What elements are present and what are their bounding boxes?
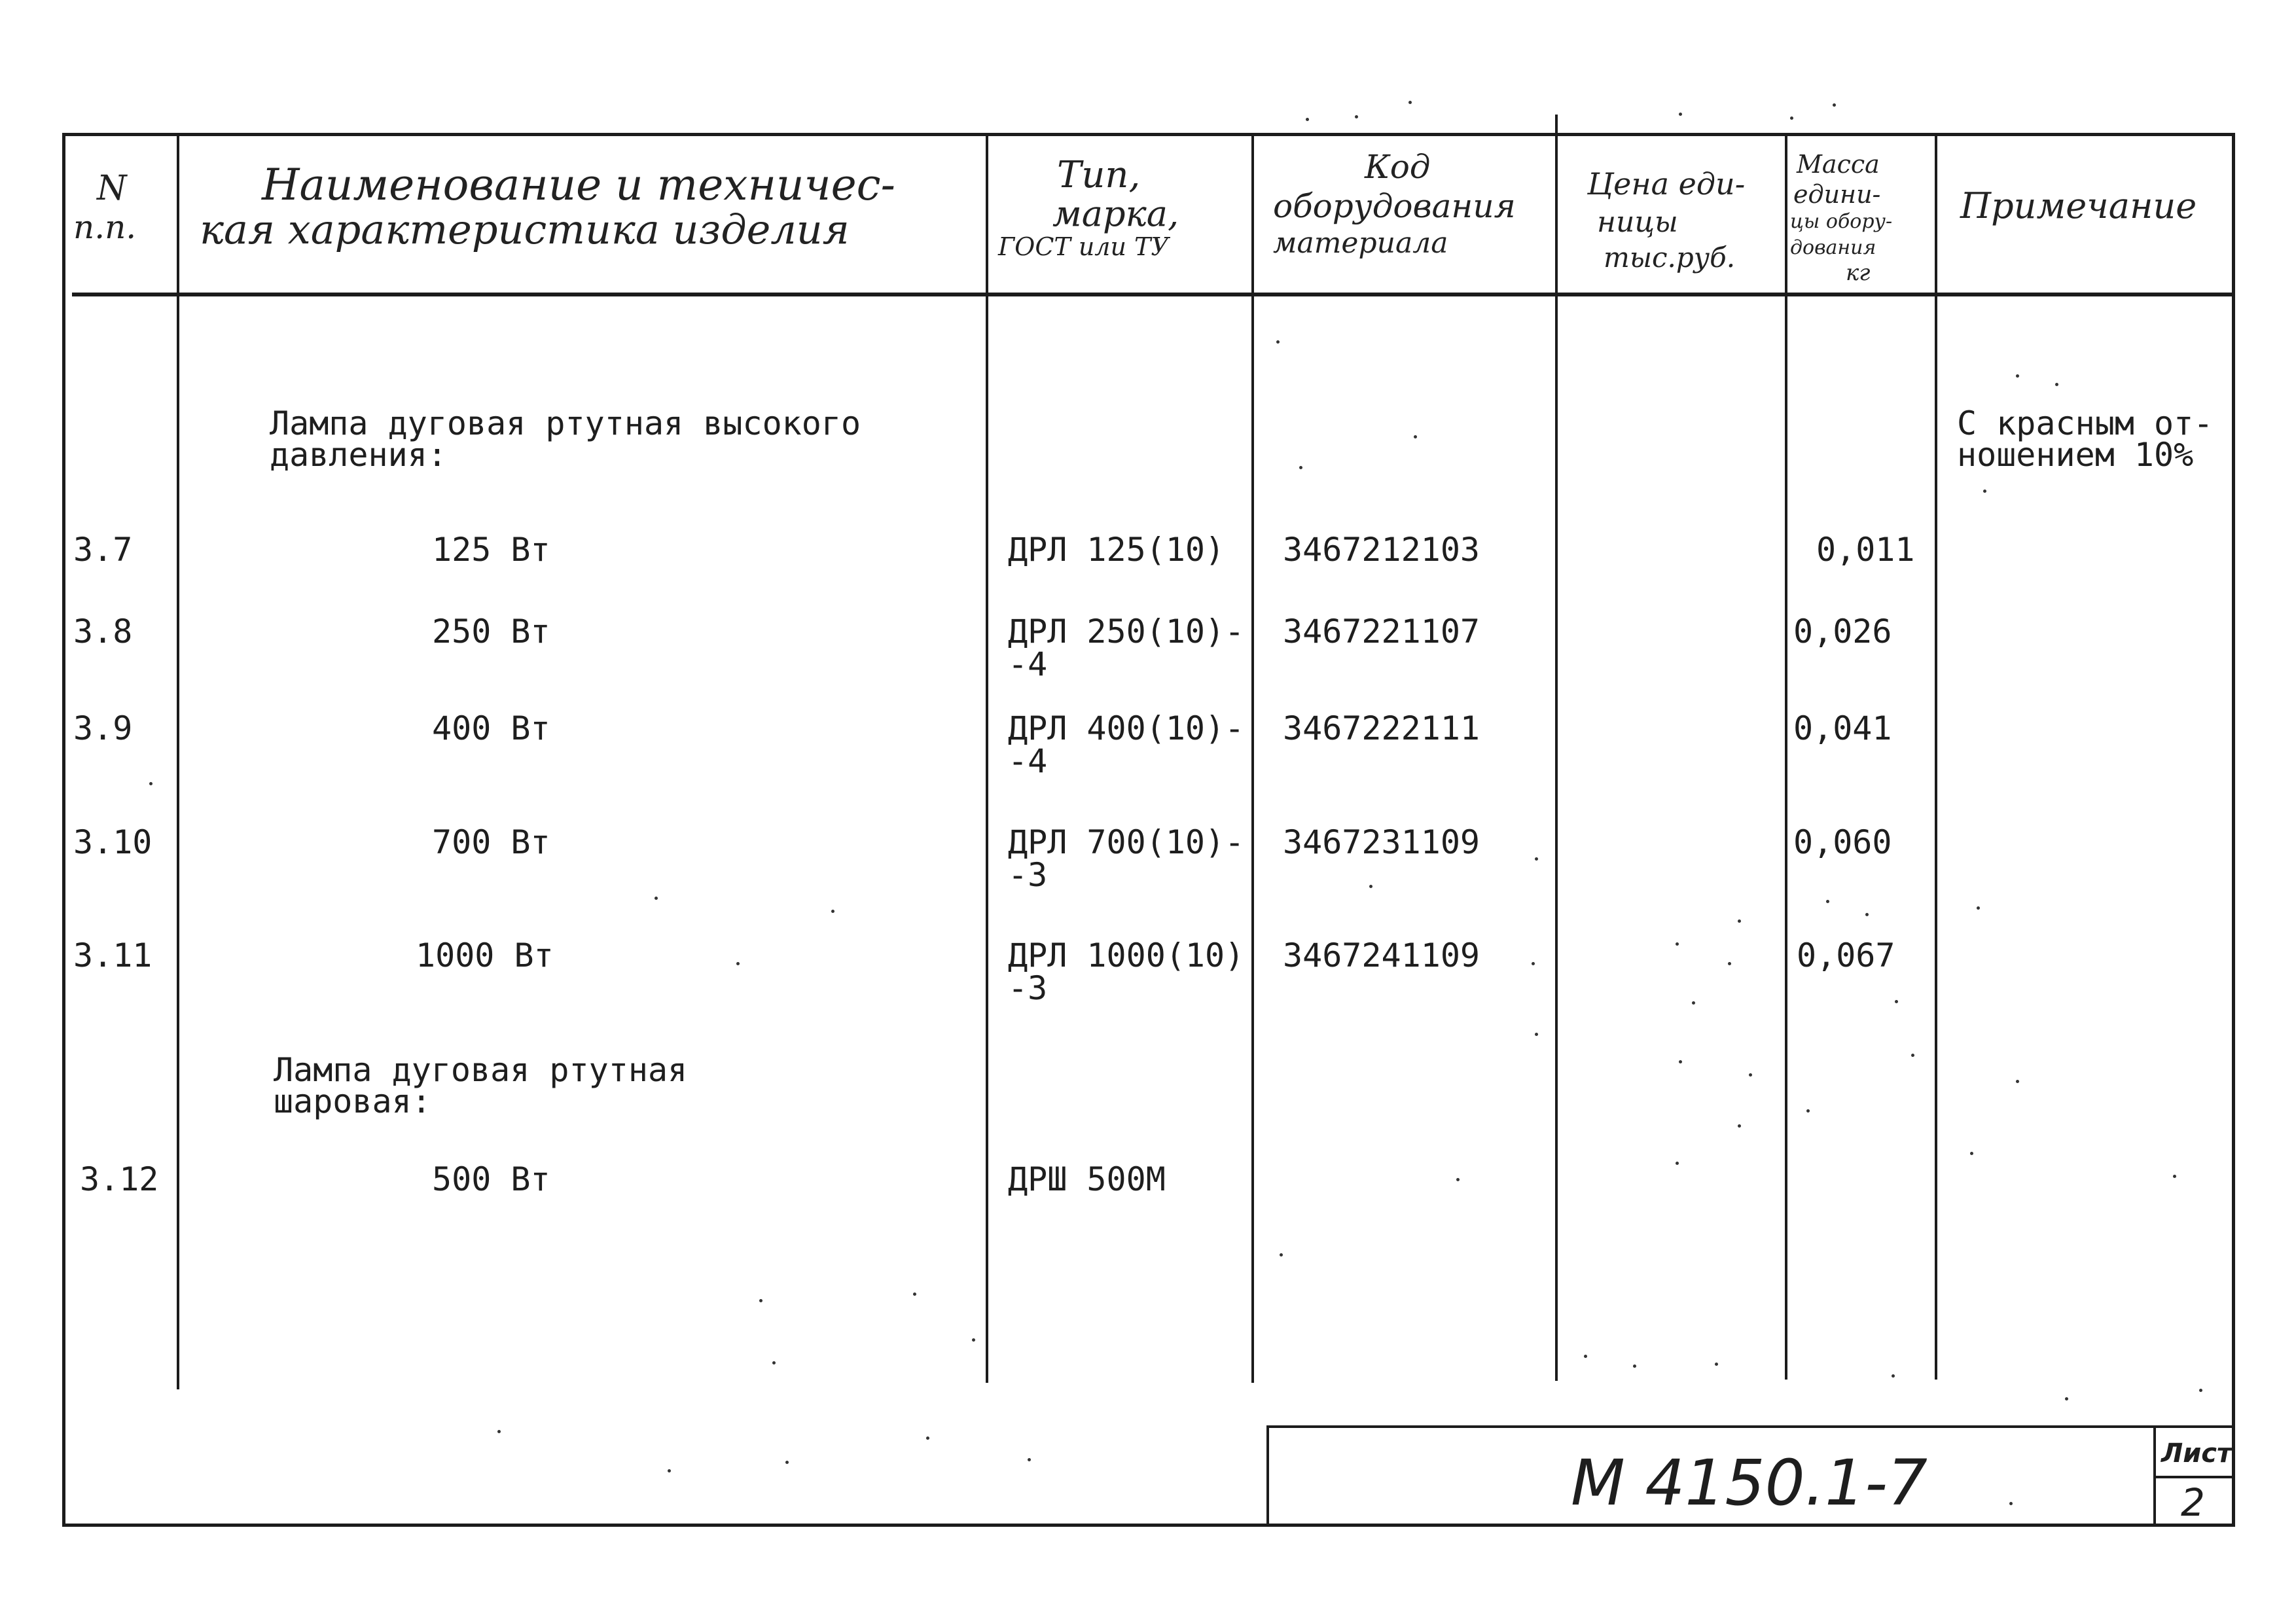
scan-speck (772, 1361, 776, 1364)
header-type-line2: марка, (1052, 193, 1179, 234)
scan-speck (1865, 913, 1869, 916)
header-code-line3: материала (1273, 226, 1448, 260)
scan-speck (1535, 857, 1538, 861)
header-mass-line4: дования (1790, 236, 1876, 259)
scan-speck (1535, 1033, 1538, 1036)
scan-speck (1911, 1054, 1914, 1057)
sheet-label: Лист (2161, 1438, 2233, 1469)
row-number: 3.10 (73, 823, 152, 861)
scan-speck (1892, 1374, 1895, 1378)
header-bottom-rule (72, 293, 2235, 296)
scan-speck (1280, 1253, 1283, 1257)
scan-speck (1633, 1364, 1636, 1368)
right-border (2232, 133, 2235, 1527)
scan-speck (2065, 1397, 2068, 1400)
scan-speck (759, 1299, 762, 1302)
scan-speck (831, 910, 834, 913)
scan-speck (1728, 962, 1731, 965)
row-number: 3.12 (80, 1160, 159, 1198)
row-type-continuation: -3 (1008, 856, 1048, 894)
group-title-line1: Лампа дуговая ртутная высокого (270, 404, 861, 442)
scan-speck (1679, 1060, 1682, 1063)
scan-speck (2055, 383, 2058, 386)
scan-speck (2009, 1502, 2013, 1505)
col-divider-1 (177, 133, 179, 1389)
row-code: 3467221107 (1283, 613, 1480, 651)
row-name: 500 Вт (432, 1160, 550, 1198)
row-code: 3467231109 (1283, 823, 1480, 861)
row-mass: 0,067 (1797, 936, 1895, 974)
header-number-label: N (97, 169, 127, 208)
document-number: М 4150.1-7 (1571, 1446, 1928, 1520)
row-code: 3467241109 (1283, 936, 1480, 974)
scan-speck (668, 1469, 671, 1472)
row-mass: 0,060 (1793, 823, 1892, 861)
stamp-left-rule (1266, 1425, 1269, 1527)
row-type: ДРЛ 700(10)- (1008, 823, 1245, 861)
row-type: ДРЛ 250(10)- (1008, 613, 1245, 651)
scan-speck (1584, 1355, 1587, 1358)
scan-speck (1676, 942, 1679, 946)
scan-speck (1983, 490, 1986, 493)
row-code: 3467222111 (1283, 709, 1480, 747)
header-mass-line1: Масса (1797, 150, 1880, 179)
col-divider-2 (986, 133, 988, 1383)
row-code: 3467212103 (1283, 531, 1480, 569)
group-title-line2: шаровая: (274, 1082, 431, 1120)
scan-speck (1970, 1152, 1973, 1155)
row-mass: 0,041 (1793, 709, 1892, 747)
row-number: 3.7 (73, 531, 133, 569)
header-type-line3: ГОСТ или ТУ (998, 232, 1169, 261)
row-type-continuation: -3 (1008, 969, 1048, 1007)
scan-speck (149, 782, 152, 785)
group-note-line2: ношением 10% (1957, 436, 2194, 474)
col-divider-6 (1935, 133, 1937, 1380)
stamp-sheet-mid-rule (2153, 1476, 2232, 1478)
header-type-line1: Тип, (1057, 154, 1141, 196)
scan-speck (2016, 1080, 2019, 1083)
scan-speck (497, 1430, 501, 1433)
scan-speck (2173, 1175, 2176, 1178)
scan-speck (1028, 1458, 1031, 1461)
row-number: 3.9 (73, 709, 133, 747)
header-number-sublabel: п.п. (73, 208, 137, 246)
header-price-line2: ницы (1597, 205, 1678, 239)
col-divider-5 (1785, 133, 1787, 1380)
header-code-line2: оборудования (1273, 187, 1516, 225)
scan-speck (1532, 962, 1535, 965)
row-type-continuation: -4 (1008, 645, 1048, 683)
scan-speck (1456, 1178, 1460, 1181)
scan-speck (1826, 900, 1829, 903)
row-name: 125 Вт (432, 531, 550, 569)
row-mass: 0,011 (1816, 531, 1915, 569)
scan-speck (1738, 919, 1741, 923)
bottom-border (62, 1524, 2235, 1527)
header-price-line1: Цена еди- (1587, 166, 1746, 202)
scan-speck (926, 1436, 929, 1440)
header-price-line3: тыс.руб. (1604, 241, 1736, 274)
scan-speck (1299, 466, 1302, 469)
col-divider-3 (1251, 133, 1254, 1383)
scan-speck (1369, 885, 1372, 888)
scan-speck (1692, 1001, 1695, 1005)
scan-speck (655, 897, 658, 900)
header-code-line1: Код (1365, 148, 1431, 186)
scan-speck (1833, 103, 1836, 107)
row-type: ДРЛ 125(10) (1008, 531, 1225, 569)
row-name: 1000 Вт (416, 936, 554, 974)
scan-speck (1895, 1000, 1898, 1003)
group-title-line2: давления: (270, 436, 447, 474)
scan-speck (1679, 113, 1682, 116)
stamp-top-rule (1266, 1425, 2232, 1428)
group-note-line1: С красным от- (1957, 404, 2214, 442)
row-number: 3.11 (73, 936, 152, 974)
scan-speck (1306, 118, 1309, 121)
scan-speck (1738, 1124, 1741, 1128)
scan-speck (1806, 1109, 1810, 1113)
scan-speck (2016, 374, 2019, 378)
scan-speck (1977, 906, 1980, 910)
scan-speck (736, 962, 740, 965)
header-mass-line5: кг (1846, 260, 1871, 286)
left-border (62, 133, 65, 1527)
scan-speck (972, 1338, 975, 1342)
header-mass-line2: едини- (1793, 180, 1881, 209)
header-mass-line3: цы обору- (1790, 210, 1893, 233)
row-type: ДРШ 500М (1008, 1160, 1166, 1198)
scan-speck (913, 1293, 916, 1296)
header-name-line1: Наименование и техничес- (262, 160, 895, 210)
row-type: ДРЛ 1000(10) (1008, 936, 1245, 974)
row-name: 250 Вт (432, 613, 550, 651)
row-type: ДРЛ 400(10)- (1008, 709, 1245, 747)
row-number: 3.8 (73, 613, 133, 651)
header-note-label: Примечание (1960, 185, 2197, 226)
scan-speck (1676, 1162, 1679, 1165)
row-mass: 0,026 (1793, 613, 1892, 651)
row-name: 700 Вт (432, 823, 550, 861)
scan-speck (1355, 115, 1358, 118)
scan-speck (2199, 1389, 2202, 1392)
scan-speck (1408, 101, 1412, 104)
scan-speck (1749, 1073, 1752, 1077)
row-type-continuation: -4 (1008, 742, 1048, 780)
scan-speck (1715, 1363, 1718, 1366)
scan-speck (785, 1461, 789, 1464)
scan-speck (1276, 340, 1280, 344)
col-divider-4 (1555, 115, 1558, 1381)
row-name: 400 Вт (432, 709, 550, 747)
header-name-line2: кая характеристика изделия (200, 205, 850, 253)
top-border (62, 133, 2235, 136)
scan-speck (1790, 116, 1793, 120)
group-title-line1: Лампа дуговая ртутная (274, 1051, 688, 1089)
sheet-number: 2 (2181, 1480, 2205, 1525)
scan-speck (1414, 435, 1417, 438)
